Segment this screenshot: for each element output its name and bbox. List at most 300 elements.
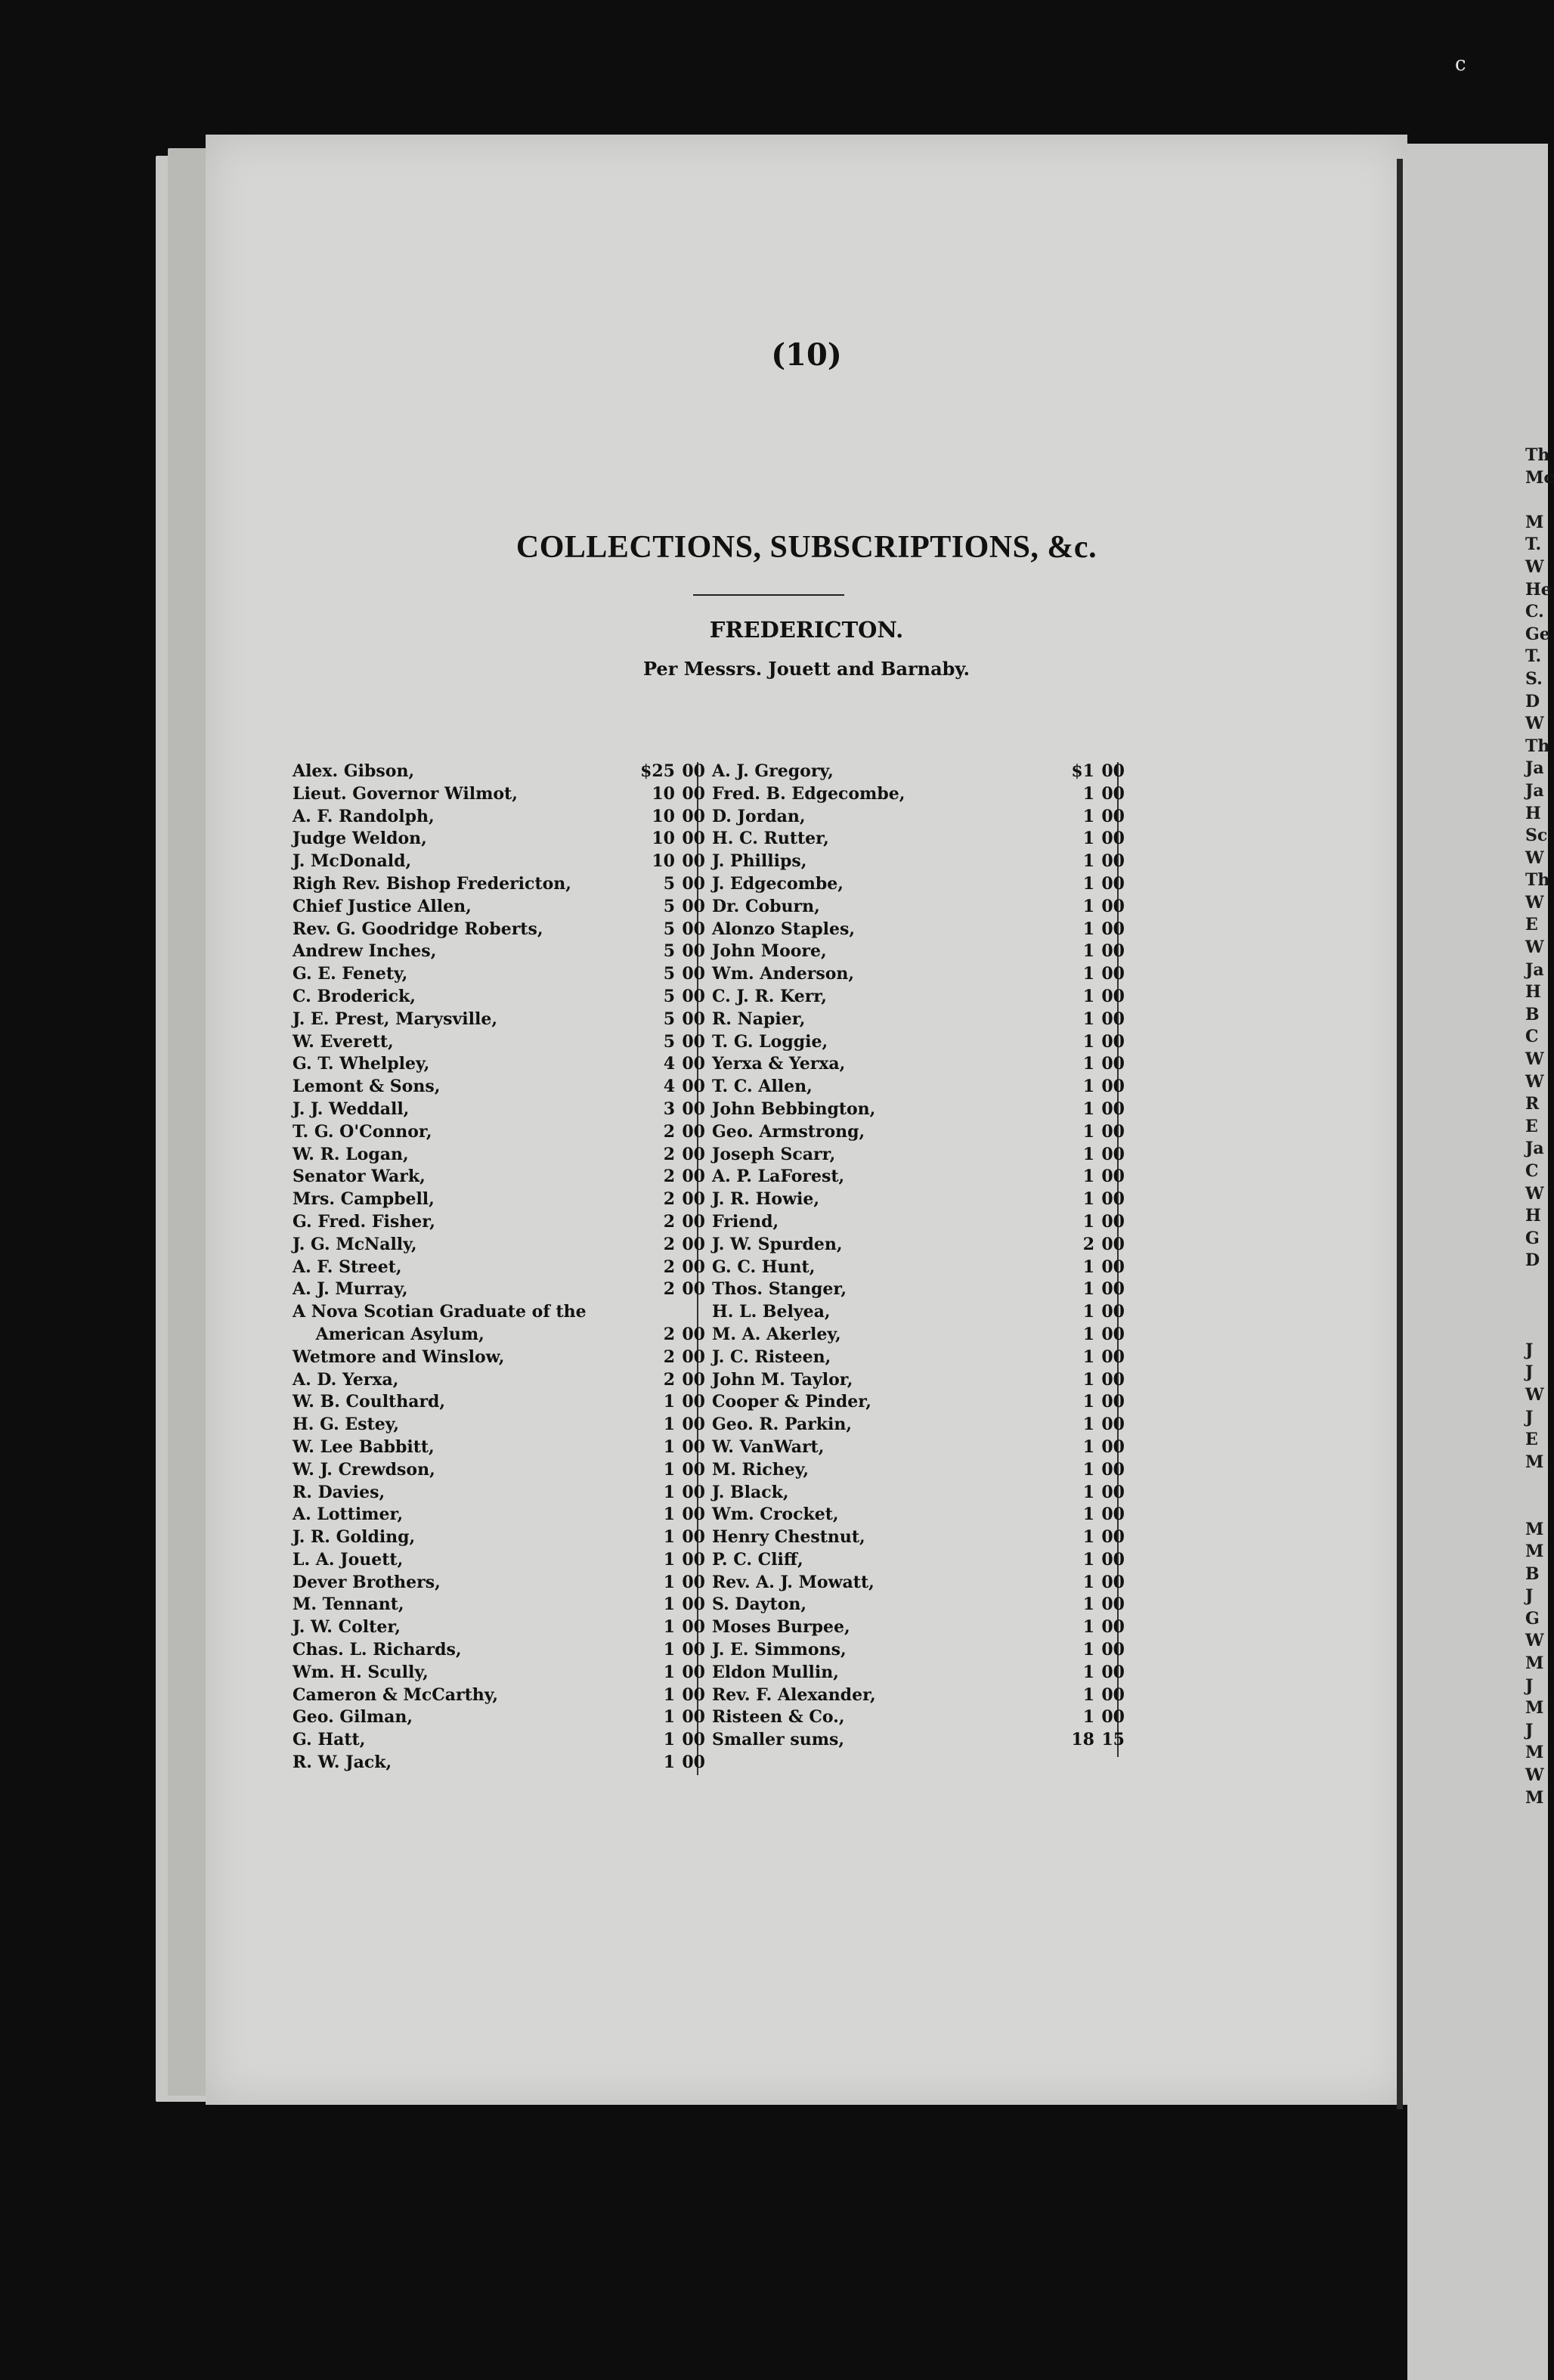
adjacent-page-letter: J [1525,1340,1534,1360]
amount-cents: 00 [1101,1482,1125,1502]
subscriber-row [712,1504,1332,1526]
subscriber-name: Henry Chestnut, [712,1527,865,1548]
amount-cents: 00 [682,1189,705,1210]
amount-dollars: 1 [663,1594,675,1615]
amount-dollars: 5 [663,964,675,984]
amount-cents: 00 [1101,829,1125,849]
amount-cents: 00 [1101,896,1125,916]
amount-dollars: 5 [663,919,675,939]
subscriber-name: G. Hatt, [293,1730,366,1750]
subscriber-name: M. Richey, [712,1459,810,1480]
subscriber-name: J. Black, [712,1482,789,1502]
amount-cents: 00 [1101,1617,1125,1638]
subscriber-name: J. E. Simmons, [712,1640,847,1660]
subscriber-name: J. R. Howie, [712,1189,820,1210]
adjacent-page-letter: W [1525,1765,1544,1786]
amount-dollars: 1 [1082,829,1094,849]
adjacent-page-letter: S. [1525,668,1543,689]
amount-dollars: 5 [663,941,675,962]
subscriber-row [712,896,1332,919]
amount-cents: 00 [1101,1662,1125,1682]
subscription-amount [293,1482,705,1505]
subscriber-name: G. T. Whelpley, [293,1054,430,1074]
subscriber-name: J. W. Spurden, [712,1234,843,1254]
subscriber-row [712,1211,1332,1234]
adjacent-page-letter: T. [1525,646,1542,667]
amount-dollars: 1 [663,1707,675,1728]
subscriber-name: Rev. G. Goodridge Roberts, [293,919,543,939]
adjacent-page-letter [1407,1496,1548,1519]
amount-cents: 00 [1101,1707,1125,1728]
amount-cents: 00 [1101,1459,1125,1480]
adjacent-page-letter: D [1525,1250,1540,1271]
amount-cents: 00 [682,829,705,849]
subscriber-name: John Bebbington, [712,1099,876,1119]
subscriber-row [712,1684,1332,1707]
adjacent-page-letter: W [1525,556,1544,577]
subscription-amount [293,1391,705,1414]
subscriber-name: Dr. Coburn, [712,896,820,916]
amount-cents: 00 [1101,1436,1125,1457]
adjacent-page-letter: M [1525,1787,1544,1808]
subscriber-name: Andrew Inches, [293,941,437,962]
amount-cents: 00 [1101,1257,1125,1277]
adjacent-page-letter: He [1525,579,1552,600]
subscription-amount [293,806,705,829]
subscription-amount [293,1594,705,1616]
amount-cents: 00 [682,964,705,984]
subscriber-row [712,1144,1332,1167]
amount-cents: 00 [682,783,705,804]
subscriber-row [712,1459,1332,1482]
subscriber-name: Senator Wark, [293,1167,426,1187]
subscription-amount [293,919,705,941]
amount-dollars: 1 [663,1459,675,1480]
amount-cents: 00 [1101,1392,1125,1412]
subscriber-row [712,851,1332,873]
subscriber-name: Fred. B. Edgecombe, [712,783,905,804]
subscription-amount [293,1211,705,1234]
amount-cents: 00 [1101,806,1125,826]
amount-cents: 00 [1101,1572,1125,1592]
subscriber-name: Alex. Gibson, [293,761,415,781]
amount-dollars: 1 [663,1572,675,1592]
adjacent-page-letter: W [1525,1049,1544,1070]
subscription-amount [712,828,1125,851]
amount-cents: 00 [1101,1527,1125,1548]
amount-dollars: 2 [663,1211,675,1232]
amount-dollars: 1 [1082,1302,1094,1322]
amount-cents: 00 [682,1054,705,1074]
amount-dollars: 2 [663,1144,675,1164]
subscriber-row [293,1752,912,1774]
amount-dollars: 1 [1082,1527,1094,1548]
amount-dollars: 1 [1082,1346,1094,1367]
subscriber-name: Chief Justice Allen, [293,896,472,916]
subscription-amount [712,1414,1125,1436]
amount-dollars: 5 [663,873,675,894]
amount-cents: 00 [1101,941,1125,962]
amount-cents: 00 [682,1392,705,1412]
subscription-amount [712,1031,1125,1054]
amount-cents: 00 [1101,1346,1125,1367]
subscription-amount [712,1234,1125,1257]
adjacent-page-letter: W [1525,1071,1544,1092]
subscription-amount [293,1504,705,1526]
subscriber-row [712,873,1332,896]
amount-cents: 00 [682,1684,705,1705]
amount-dollars: 2 [663,1234,675,1254]
subscriber-name: Geo. R. Parkin, [712,1415,853,1435]
subscription-amount [712,963,1125,986]
adjacent-page-letter: B [1525,1563,1540,1584]
adjacent-page-letter: R [1525,1094,1540,1114]
subscriber-name: W. R. Logan, [293,1144,409,1164]
amount-cents: 00 [1101,1369,1125,1390]
adjacent-page-letter: M [1525,1653,1544,1674]
adjacent-page-letter: J [1525,1362,1534,1383]
amount-cents: 00 [682,1009,705,1029]
subscriber-row [712,1549,1332,1572]
amount-cents: 00 [682,1077,705,1097]
subscription-amount [293,1729,705,1752]
amount-cents: 00 [1101,1167,1125,1187]
page-number: (10) [771,337,842,373]
subscriber-name: A Nova Scotian Graduate of the [293,1302,587,1322]
subscriber-name: J. E. Prest, Marysville, [293,1009,497,1029]
amount-cents: 00 [682,761,705,781]
amount-dollars: 1 [1082,1257,1094,1277]
subscription-amount [293,851,705,873]
subscriber-row [712,1369,1332,1392]
subscriber-name: Cooper & Pinder, [712,1392,871,1412]
subscriber-row [712,1166,1332,1188]
amount-dollars: 3 [663,1099,675,1119]
subscriber-row [712,941,1332,963]
amount-cents: 00 [1101,1415,1125,1435]
subscription-amount [293,1616,705,1639]
subscriber-row [712,1391,1332,1414]
subscriber-name: Wm. H. Scully, [293,1662,429,1682]
adjacent-page-letter: J [1525,1675,1534,1696]
subscriber-name: A. Lottimer, [293,1505,404,1525]
adjacent-page-letter: W [1525,1384,1544,1405]
subscriber-name: M. Tennant, [293,1594,404,1615]
adjacent-page-letter: M [1525,1452,1544,1472]
subscriber-row [712,1257,1332,1279]
amount-dollars: 18 [1071,1730,1094,1750]
amount-dollars: 1 [1082,964,1094,984]
subscription-amount [712,1121,1125,1144]
amount-cents: 00 [1101,1099,1125,1119]
subscription-amount [293,1099,705,1121]
amount-cents: 00 [682,1505,705,1525]
amount-dollars: 10 [652,806,675,826]
subscriber-name: P. C. Cliff, [712,1549,803,1570]
subscription-amount [293,1684,705,1707]
subscription-amount [293,1278,705,1301]
subscription-amount [293,1234,705,1257]
subscription-amount [712,1076,1125,1099]
adjacent-page-letter: M [1525,1519,1544,1539]
adjacent-page-letter: J [1525,1720,1534,1740]
amount-cents: 00 [1101,1549,1125,1570]
adjacent-page-letter: W [1525,892,1544,913]
subscriber-row [712,1639,1332,1662]
amount-cents: 00 [682,1752,705,1773]
adjacent-page-letter: M [1525,512,1544,532]
amount-cents: 00 [682,1369,705,1390]
adjacent-page-letter: Th [1525,870,1550,891]
amount-cents: 00 [682,1144,705,1164]
subscriber-name: W. B. Coulthard, [293,1392,446,1412]
amount-cents: 00 [1101,1279,1125,1300]
amount-dollars: 1 [663,1662,675,1682]
amount-dollars: 1 [1082,1054,1094,1074]
adjacent-page-letter: Ja [1525,780,1544,801]
adjacent-page-letter [1407,1272,1548,1295]
adjacent-page-letter [1407,489,1548,512]
amount-dollars: 1 [1082,1707,1094,1728]
adjacent-page-letter: C [1525,1161,1539,1181]
amount-dollars: 1 [1082,851,1094,872]
subscription-amount [293,1436,705,1459]
subscription-amount [293,963,705,986]
subscriber-name: John Moore, [712,941,827,962]
amount-dollars: 1 [1082,1189,1094,1210]
subscriber-row [712,986,1332,1009]
subscriber-name: G. C. Hunt, [712,1257,816,1277]
subscriber-name: American Asylum, [293,1324,484,1344]
subscriber-row [712,828,1332,851]
amount-cents: 00 [1101,1189,1125,1210]
subscription-amount [712,761,1125,783]
subscriber-row [712,1594,1332,1616]
subscriber-name: J. C. Risteen, [712,1346,831,1367]
subscriber-name: L. A. Jouett, [293,1549,404,1570]
amount-dollars: 1 [1082,1505,1094,1525]
amount-cents: 00 [682,919,705,939]
amount-cents: 00 [682,1234,705,1254]
amount-dollars: 1 [663,1549,675,1570]
subscription-amount [293,1662,705,1684]
subscriber-name: G. Fred. Fisher, [293,1211,435,1232]
subscription-amount [712,1594,1125,1616]
amount-dollars: 4 [663,1077,675,1097]
subscription-amount [712,1391,1125,1414]
subscription-amount [712,986,1125,1009]
amount-dollars: 1 [1082,941,1094,962]
amount-cents: 00 [1101,1009,1125,1029]
subscription-amount [712,1278,1125,1301]
subscription-amount [712,1211,1125,1234]
adjacent-page-letter: Ja [1525,959,1544,980]
subscription-amount [293,1526,705,1549]
subscriber-name: Dever Brothers, [293,1572,441,1592]
amount-dollars: $25 [640,761,675,781]
amount-dollars: 1 [663,1415,675,1435]
subscriber-row [712,806,1332,829]
amount-dollars: 1 [663,1436,675,1457]
subscription-amount [293,1257,705,1279]
amount-cents: 00 [1101,873,1125,894]
amount-cents: 00 [682,986,705,1006]
adjacent-page-letter: W [1525,714,1544,734]
amount-dollars: 1 [1082,1482,1094,1502]
subscriber-name: J. Phillips, [712,851,807,872]
subscription-amount [293,1166,705,1188]
subscription-amount [712,1346,1125,1369]
page-fold-shadow [1397,159,1403,2109]
subscription-amount [712,1572,1125,1594]
subscriber-name: Wm. Anderson, [712,964,855,984]
subscriber-name: H. C. Rutter, [712,829,829,849]
amount-cents: 00 [1101,1077,1125,1097]
amount-cents: 00 [682,1415,705,1435]
subscriber-name: Judge Weldon, [293,829,427,849]
subscriber-name: Rev. A. J. Mowatt, [712,1572,875,1592]
amount-cents: 00 [1101,1505,1125,1525]
amount-cents: 00 [682,1730,705,1750]
amount-dollars: 10 [652,851,675,872]
subscriber-row [712,1053,1332,1076]
subscription-amount [712,1369,1125,1392]
amount-cents: 00 [682,896,705,916]
subscriber-name: T. G. Loggie, [712,1031,828,1052]
subscriber-name: R. Davies, [293,1482,385,1502]
subscriber-row [712,1526,1332,1549]
subscriber-name: M. A. Akerley, [712,1324,841,1344]
subscriber-row [712,761,1332,783]
subscriber-row [712,1009,1332,1031]
subscription-amount [712,1639,1125,1662]
amount-cents: 00 [1101,783,1125,804]
adjacent-page-letter: Th [1525,445,1550,465]
city-subheading: FREDERICTON. [709,617,904,643]
subscriber-row [712,1031,1332,1054]
subscription-amount [293,1188,705,1211]
amount-cents: 00 [682,1346,705,1367]
subscription-amount [712,1144,1125,1167]
subscriber-row [712,1234,1332,1257]
adjacent-page-letter: W [1525,937,1544,958]
subscriber-name: Yerxa & Yerxa, [712,1054,846,1074]
subscriber-name: J. W. Colter, [293,1617,401,1638]
adjacent-page-letter: E [1525,1430,1538,1450]
amount-dollars: 2 [663,1346,675,1367]
adjacent-page-letter: H [1525,982,1541,1003]
subscription-amount [712,1324,1125,1346]
subscription-amount [712,1526,1125,1549]
subscriber-row [712,1346,1332,1369]
amount-dollars: 1 [1082,1031,1094,1052]
amount-dollars: 1 [1082,1144,1094,1164]
amount-dollars: 1 [1082,919,1094,939]
subscription-amount [712,1053,1125,1076]
subscriber-name: T. C. Allen, [712,1077,813,1097]
amount-cents: 00 [682,1167,705,1187]
amount-cents: 00 [1101,1211,1125,1232]
adjacent-page-letter: E [1525,1116,1538,1136]
subscriber-row [712,1099,1332,1121]
adjacent-page-letter: W [1525,848,1544,868]
adjacent-page-letter: G [1525,1228,1540,1248]
subscriber-name: Smaller sums, [712,1730,845,1750]
adjacent-page-letter: Ja [1525,1139,1544,1159]
adjacent-page-letter: G [1525,1608,1540,1629]
amount-cents: 00 [682,806,705,826]
adjacent-page-letter: Ge [1525,624,1550,644]
subscription-amount [712,1482,1125,1505]
amount-dollars: 1 [1082,1617,1094,1638]
adjacent-page-letter: M [1525,1542,1544,1562]
amount-dollars: 10 [652,783,675,804]
subscription-amount [712,896,1125,919]
amount-dollars: 5 [663,1031,675,1052]
amount-cents: 00 [1101,964,1125,984]
amount-dollars: 2 [663,1121,675,1142]
amount-cents: 00 [682,1662,705,1682]
subscriber-name: Rev. F. Alexander, [712,1684,876,1705]
amount-cents: 00 [1101,919,1125,939]
amount-cents: 00 [682,851,705,872]
subscription-amount [293,1459,705,1482]
amount-cents: 00 [1101,761,1125,781]
amount-cents: 00 [1101,1031,1125,1052]
amount-dollars: 1 [663,1752,675,1773]
subscriber-name: Risteen & Co., [712,1707,845,1728]
subscriber-name: Cameron & McCarthy, [293,1684,499,1705]
subscriber-name: Mrs. Campbell, [293,1189,435,1210]
amount-dollars: 1 [1082,1549,1094,1570]
margin-mark: c [1455,53,1466,76]
amount-dollars: 5 [663,896,675,916]
subscriber-row [712,1729,1332,1752]
subscription-amount [712,1616,1125,1639]
amount-dollars: 1 [1082,1324,1094,1344]
subscription-amount [293,783,705,806]
amount-cents: 00 [682,1436,705,1457]
amount-cents: 00 [1101,1594,1125,1615]
subscriber-name: Thos. Stanger, [712,1279,847,1300]
amount-dollars: 1 [1082,896,1094,916]
subscriber-name: H. L. Belyea, [712,1302,831,1322]
subscriber-name: A. F. Randolph, [293,806,435,826]
adjacent-page-letter: E [1525,915,1538,935]
amount-dollars: 1 [1082,1415,1094,1435]
adjacent-page-letter: Ja [1525,758,1544,779]
subscriber-row [712,963,1332,986]
subscriber-row [712,1414,1332,1436]
amount-dollars: 1 [663,1617,675,1638]
subscription-amount [712,1549,1125,1572]
subscription-amount [712,1436,1125,1459]
amount-dollars: 1 [663,1527,675,1548]
amount-dollars: 1 [1082,873,1094,894]
amount-dollars: 1 [663,1730,675,1750]
amount-dollars: 1 [1082,1369,1094,1390]
subscriber-row [712,1188,1332,1211]
subscription-amount [712,1662,1125,1684]
amount-cents: 00 [1101,851,1125,872]
adjacent-page-letter: H [1525,803,1541,823]
subscriber-name: Joseph Scarr, [712,1144,836,1164]
subscription-amount [293,1076,705,1099]
subscription-amount [712,941,1125,963]
subscription-amount [293,896,705,919]
subscriber-row [712,1572,1332,1594]
subscriber-row [712,1121,1332,1144]
